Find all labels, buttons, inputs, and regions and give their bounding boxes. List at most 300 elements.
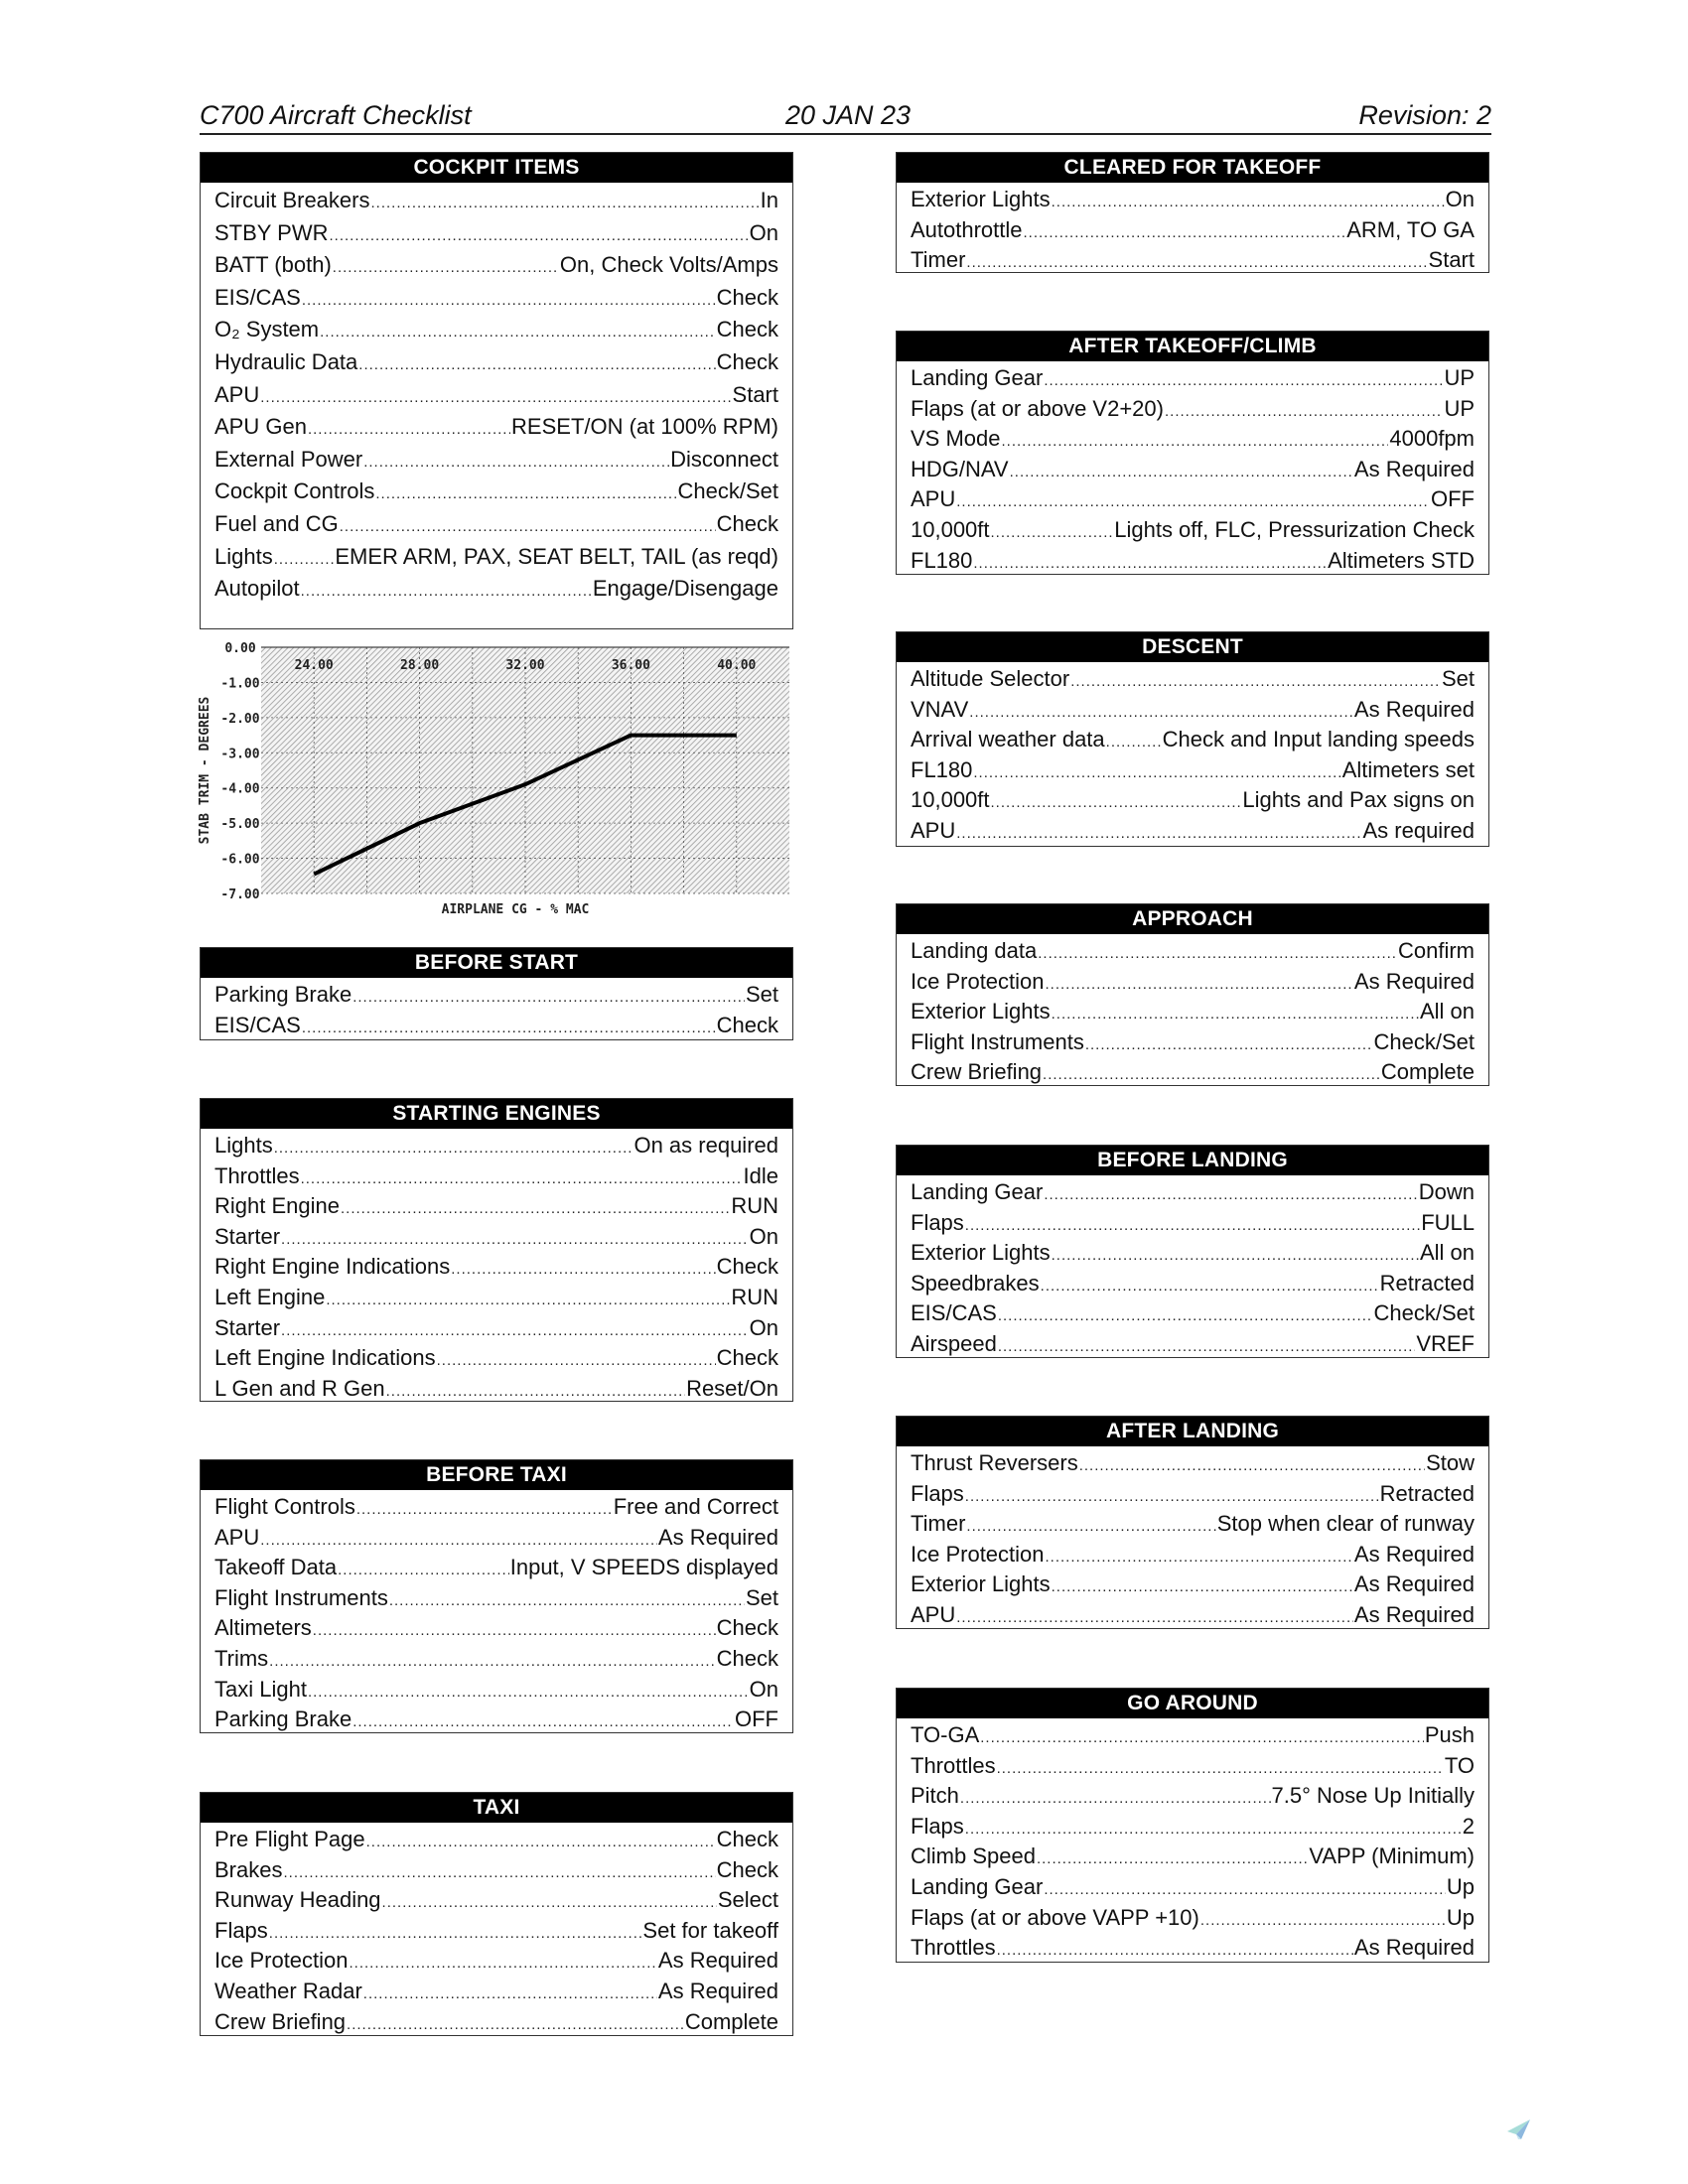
leader-dots: [1044, 1875, 1446, 1903]
checklist-item: [911, 1298, 1475, 1329]
item-value: Reset/On: [686, 1375, 778, 1401]
item-label: Throttles: [911, 1752, 996, 1778]
y-tick-label: -1.00: [220, 676, 260, 692]
checklist-item: [214, 1011, 778, 1041]
item-value: UP: [1444, 365, 1475, 390]
item-value: TO: [1444, 1752, 1475, 1778]
item-value: Set: [745, 982, 778, 1007]
item-value: Idle: [743, 1162, 778, 1188]
checklist-rows: [201, 183, 792, 608]
leader-dots: [375, 478, 676, 508]
x-tick-label: 24.00: [294, 658, 334, 673]
leader-dots: [1200, 1906, 1446, 1934]
item-label: Exterior Lights: [911, 1571, 1051, 1597]
item-label: Ice Protection: [911, 968, 1045, 994]
checklist-item: [911, 785, 1475, 816]
leader-dots: [366, 1828, 716, 1855]
leader-dots: [997, 1754, 1444, 1782]
item-label: Pre Flight Page: [214, 1827, 365, 1851]
section-title: COCKPIT ITEMS: [201, 153, 792, 183]
x-tick-label: 28.00: [400, 658, 440, 673]
item-value: As Required: [1353, 696, 1475, 722]
y-tick-label: -2.00: [220, 711, 260, 727]
leader-dots: [1044, 1180, 1417, 1208]
section-starting-engines: [200, 1098, 793, 1402]
checklist-item: [911, 695, 1475, 726]
item-label: APU: [214, 1524, 260, 1550]
item-label: Arrival weather data: [911, 727, 1105, 752]
item-value: Check: [716, 1645, 778, 1671]
leader-dots: [340, 511, 716, 541]
checklist-item: [214, 1131, 778, 1161]
item-label: L Gen and R Gen: [214, 1375, 385, 1401]
checklist-item: [911, 455, 1475, 485]
checklist-item: [214, 1222, 778, 1253]
item-label: Runway Heading: [214, 1887, 381, 1913]
item-value: All on: [1419, 999, 1475, 1024]
page-header: [200, 97, 1491, 135]
item-value: EMER ARM, PAX, SEAT BELT, TAIL (as reqd): [335, 543, 778, 569]
item-value: As Required: [1353, 1541, 1475, 1567]
checklist-item: [911, 515, 1475, 546]
checklist-item: [214, 1283, 778, 1313]
checklist-item: [911, 1842, 1475, 1872]
y-tick-label: -5.00: [220, 817, 260, 833]
item-label: Brakes: [214, 1856, 283, 1882]
item-label: BATT (both): [214, 252, 332, 278]
checklist-item: [911, 1600, 1475, 1631]
leader-dots: [341, 1194, 730, 1222]
item-value: Push: [1424, 1722, 1475, 1747]
item-value: As required: [1362, 817, 1475, 843]
item-value: OFF: [735, 1706, 778, 1732]
checklist-rows: [201, 1129, 792, 1406]
checklist-item: [214, 411, 778, 444]
leader-dots: [308, 414, 510, 444]
item-value: All on: [1419, 1240, 1475, 1266]
checklist-item: [214, 1675, 778, 1706]
leader-dots: [352, 1707, 734, 1735]
checklist-item: [214, 185, 778, 217]
leader-dots: [347, 2010, 684, 2038]
item-label: Left Engine: [214, 1284, 326, 1309]
leader-dots: [1037, 1844, 1308, 1872]
section-taxi: [200, 1792, 793, 2036]
item-value: Check: [716, 1615, 778, 1641]
checklist-item: [911, 1177, 1475, 1208]
item-label: Ice Protection: [214, 1948, 349, 1974]
checklist-item: [911, 1903, 1475, 1934]
section-cockpit-items: [200, 152, 793, 629]
leader-dots: [1044, 366, 1443, 394]
item-label: Timer: [911, 1511, 966, 1537]
item-label: APU: [911, 1601, 956, 1627]
item-value: On, Check Volts/Amps: [559, 252, 778, 278]
item-value: Check/Set: [1373, 1300, 1475, 1326]
paper-plane-icon: [1507, 2118, 1531, 2140]
item-label: External Power: [214, 446, 363, 472]
checklist-item: [911, 363, 1475, 394]
checklist-item: [911, 1057, 1475, 1088]
leader-dots: [333, 252, 559, 282]
item-value: Check: [716, 1254, 778, 1280]
item-label: Right Engine: [214, 1193, 340, 1219]
checklist-item: [214, 1946, 778, 1977]
item-label: O₂ System: [214, 317, 320, 342]
leader-dots: [330, 220, 749, 250]
checklist-item: [214, 282, 778, 315]
item-value: Check: [716, 1856, 778, 1882]
revision-label: Revision: 2: [1358, 100, 1491, 130]
item-value: 4000fpm: [1389, 426, 1475, 452]
item-label: Cockpit Controls: [214, 478, 375, 504]
item-value: Set for takeoff: [642, 1917, 778, 1943]
leader-dots: [363, 1979, 657, 2007]
item-label: Crew Briefing: [911, 1059, 1043, 1085]
section-title: DESCENT: [897, 632, 1488, 662]
leader-dots: [1010, 458, 1353, 485]
leader-dots: [1070, 667, 1441, 695]
leader-dots: [451, 1255, 715, 1283]
item-label: Lights: [214, 1133, 273, 1158]
leader-dots: [991, 518, 1114, 546]
item-label: EIS/CAS: [911, 1300, 997, 1326]
item-value: Check: [716, 1012, 778, 1037]
checklist-item: [214, 1523, 778, 1554]
section-before-start: [200, 947, 793, 1040]
item-value: Check and Input landing speeds: [1162, 727, 1475, 752]
checklist-item: [911, 1570, 1475, 1600]
section-after-landing: [896, 1416, 1489, 1629]
checklist-rows: [897, 662, 1488, 849]
item-value: Set: [1441, 666, 1475, 691]
x-tick-label: 36.00: [611, 658, 650, 673]
leader-dots: [1079, 1451, 1425, 1479]
item-label: TO-GA: [911, 1722, 980, 1747]
checklist-item: [214, 508, 778, 541]
checklist-item: [214, 1825, 778, 1855]
leader-dots: [1052, 1572, 1353, 1600]
item-value: As Required: [1353, 456, 1475, 481]
leader-dots: [260, 1526, 657, 1554]
item-value: ARM, TO GA: [1346, 216, 1475, 242]
checklist-item: [214, 249, 778, 282]
checklist-item: [214, 1313, 778, 1344]
leader-dots: [308, 1678, 749, 1706]
checklist-rows: [897, 1446, 1488, 1633]
leader-dots: [313, 1616, 716, 1644]
item-value: Disconnect: [670, 446, 778, 472]
item-value: RUN: [731, 1284, 778, 1309]
item-label: Takeoff Data: [214, 1555, 338, 1580]
item-value: As Required: [657, 1524, 778, 1550]
item-value: Check: [716, 1345, 778, 1371]
checklist-item: [911, 1933, 1475, 1964]
item-label: Flaps: [911, 1480, 964, 1506]
item-value: 2: [1462, 1813, 1475, 1839]
document-title: C700 Aircraft Checklist: [200, 100, 472, 130]
leader-dots: [973, 758, 1340, 786]
leader-dots: [966, 1512, 1215, 1540]
item-label: STBY PWR: [214, 219, 329, 245]
leader-dots: [965, 1815, 1462, 1843]
item-value: Complete: [684, 2008, 778, 2034]
item-label: Autopilot: [214, 576, 300, 602]
leader-dots: [301, 576, 592, 606]
checklist-rows: [201, 1823, 792, 2039]
leader-dots: [302, 285, 716, 315]
document-date: 20 JAN 23: [785, 100, 912, 130]
leader-dots: [1002, 427, 1389, 455]
checklist-item: [911, 1781, 1475, 1812]
leader-dots: [274, 544, 335, 574]
leader-dots: [356, 1495, 613, 1523]
item-label: Climb Speed: [911, 1843, 1036, 1869]
checklist-item: [214, 1492, 778, 1523]
leader-dots: [1085, 1030, 1373, 1058]
leader-dots: [956, 487, 1430, 515]
item-value: On: [1445, 187, 1475, 211]
item-value: As Required: [1353, 1571, 1475, 1597]
checklist-item: [214, 379, 778, 412]
item-label: Timer: [911, 247, 966, 273]
item-value: Check: [716, 510, 778, 536]
checklist-item: [214, 346, 778, 379]
item-value: Start: [732, 381, 778, 407]
checklist-item: [214, 1613, 778, 1644]
item-value: VAPP (Minimum): [1309, 1843, 1475, 1869]
leader-dots: [283, 1858, 715, 1886]
item-value: On: [749, 1314, 778, 1340]
checklist-item: [911, 1720, 1475, 1751]
item-value: Up: [1446, 1904, 1475, 1930]
checklist-item: [911, 484, 1475, 515]
section-title: TAXI: [201, 1793, 792, 1823]
item-label: Weather Radar: [214, 1978, 362, 2003]
item-label: Flight Instruments: [911, 1028, 1084, 1054]
item-label: Starter: [214, 1314, 281, 1340]
item-label: Flaps: [911, 1209, 964, 1235]
section-before-landing: [896, 1145, 1489, 1358]
leader-dots: [363, 447, 669, 477]
checklist-item: [214, 314, 778, 346]
y-axis-label: STAB TRIM - DEGREES: [198, 696, 212, 845]
item-value: Check/Set: [677, 478, 778, 504]
item-label: Parking Brake: [214, 982, 352, 1007]
item-value: As Required: [657, 1978, 778, 2003]
item-value: Altimeters STD: [1328, 547, 1475, 573]
item-value: Down: [1418, 1179, 1475, 1204]
item-value: Confirm: [1397, 938, 1475, 963]
item-value: Complete: [1380, 1059, 1475, 1085]
y-tick-label: -3.00: [220, 747, 260, 762]
leader-dots: [991, 788, 1242, 816]
checklist-item: [911, 424, 1475, 455]
leader-dots: [1046, 970, 1353, 998]
item-label: Flaps (at or above VAPP +10): [911, 1904, 1199, 1930]
item-label: Throttles: [911, 1935, 996, 1961]
item-label: FL180: [911, 756, 973, 782]
item-value: In: [760, 188, 778, 212]
checklist-item: [911, 1448, 1475, 1479]
checklist-item: [214, 1705, 778, 1735]
checklist-item: [911, 936, 1475, 967]
item-value: Engage/Disengage: [592, 576, 778, 602]
checklist-item: [911, 967, 1475, 998]
checklist-item: [214, 217, 778, 250]
checklist-rows: [897, 934, 1488, 1090]
leader-dots: [386, 1377, 685, 1405]
item-value: Check/Set: [1373, 1028, 1475, 1054]
leader-dots: [281, 1316, 749, 1344]
checklist-item: [911, 546, 1475, 577]
checklist-item: [214, 476, 778, 508]
y-tick-label: 0.00: [224, 641, 256, 656]
item-label: Right Engine Indications: [214, 1254, 451, 1280]
leader-dots: [1038, 939, 1397, 967]
item-label: Exterior Lights: [911, 999, 1051, 1024]
checklist-item: [214, 1644, 778, 1675]
checklist-item: [214, 541, 778, 574]
item-label: Taxi Light: [214, 1676, 307, 1702]
item-label: APU: [214, 381, 260, 407]
checklist-item: [911, 1238, 1475, 1269]
checklist-item: [911, 664, 1475, 695]
leader-dots: [1052, 1241, 1419, 1269]
item-label: Airspeed: [911, 1330, 997, 1356]
item-value: Input, V SPEEDS displayed: [509, 1555, 778, 1580]
item-value: Lights and Pax signs on: [1242, 787, 1475, 813]
checklist-item: [214, 1161, 778, 1192]
item-label: Autothrottle: [911, 216, 1023, 242]
item-label: Flaps: [214, 1917, 268, 1943]
leader-dots: [338, 1556, 509, 1583]
item-value: On: [749, 1223, 778, 1249]
checklist-rows: [897, 1175, 1488, 1362]
item-value: Check: [716, 317, 778, 342]
leader-dots: [352, 983, 745, 1011]
item-label: Flight Controls: [214, 1494, 355, 1519]
item-label: Landing Gear: [911, 365, 1044, 390]
leader-dots: [326, 1286, 730, 1313]
leader-dots: [1041, 1272, 1379, 1299]
checklist-item: [911, 816, 1475, 847]
section-title: AFTER TAKEOFF/CLIMB: [897, 332, 1488, 361]
item-label: Starter: [214, 1223, 281, 1249]
y-tick-label: -4.00: [220, 781, 260, 797]
item-label: HDG/NAV: [911, 456, 1009, 481]
item-label: Exterior Lights: [911, 187, 1051, 211]
checklist-item: [911, 1751, 1475, 1782]
checklist-item: [911, 1509, 1475, 1540]
checklist-rows: [897, 361, 1488, 578]
checklist-item: [214, 1191, 778, 1222]
item-value: On as required: [633, 1133, 778, 1158]
checklist-rows: [201, 978, 792, 1042]
item-label: Throttles: [214, 1162, 300, 1188]
checklist-item: [214, 444, 778, 477]
item-value: As Required: [657, 1948, 778, 1974]
checklist-item: [214, 1885, 778, 1916]
section-title: APPROACH: [897, 904, 1488, 934]
item-value: Retracted: [1379, 1480, 1475, 1506]
item-label: 10,000ft: [911, 787, 990, 813]
leader-dots: [1046, 1543, 1353, 1570]
checklist-item: [911, 1872, 1475, 1903]
item-label: Hydraulic Data: [214, 348, 358, 374]
leader-dots: [382, 1888, 717, 1916]
checklist-item: [911, 1027, 1475, 1058]
leader-dots: [1024, 218, 1346, 246]
checklist-item: [214, 1252, 778, 1283]
checklist-item: [214, 1583, 778, 1614]
item-label: EIS/CAS: [214, 1012, 301, 1037]
item-label: Thrust Reversers: [911, 1450, 1078, 1475]
item-value: Check: [716, 348, 778, 374]
section-title: GO AROUND: [897, 1689, 1488, 1718]
leader-dots: [274, 1134, 633, 1161]
x-axis-label: AIRPLANE CG - % MAC: [441, 902, 590, 917]
leader-dots: [370, 188, 759, 217]
leader-dots: [1165, 397, 1443, 425]
leader-dots: [998, 1332, 1415, 1360]
item-label: APU: [911, 817, 956, 843]
item-value: As Required: [1353, 1935, 1475, 1961]
item-value: FULL: [1421, 1209, 1475, 1235]
checklist-item: [911, 1812, 1475, 1843]
item-value: Lights off, FLC, Pressurization Check: [1114, 516, 1475, 542]
checklist-item: [911, 1208, 1475, 1239]
item-value: 7.5° Nose Up Initially: [1271, 1783, 1475, 1809]
item-label: Landing Gear: [911, 1179, 1044, 1204]
item-value: Stop when clear of runway: [1216, 1511, 1475, 1537]
y-tick-label: -6.00: [220, 852, 260, 868]
leader-dots: [260, 382, 731, 412]
section-cleared-for-takeoff: [896, 152, 1489, 273]
item-value: RESET/ON (at 100% RPM): [511, 414, 778, 440]
checklist-item: [911, 185, 1475, 215]
item-value: RUN: [731, 1193, 778, 1219]
checklist-item: [911, 755, 1475, 786]
item-value: UP: [1444, 395, 1475, 421]
item-label: Flaps (at or above V2+20): [911, 395, 1164, 421]
item-label: Landing Gear: [911, 1873, 1044, 1899]
leader-dots: [960, 1784, 1271, 1812]
item-label: Lights: [214, 543, 273, 569]
leader-dots: [389, 1586, 745, 1614]
leader-dots: [269, 1647, 715, 1675]
leader-dots: [1052, 1000, 1419, 1027]
section-approach: [896, 903, 1489, 1086]
item-label: Pitch: [911, 1783, 959, 1809]
item-label: FL180: [911, 547, 973, 573]
checklist-item: [214, 1553, 778, 1583]
leader-dots: [358, 349, 715, 379]
item-label: Trims: [214, 1645, 269, 1671]
section-go-around: [896, 1688, 1489, 1963]
x-tick-label: 40.00: [717, 658, 757, 673]
item-label: Speedbrakes: [911, 1270, 1040, 1296]
leader-dots: [980, 1723, 1424, 1751]
leader-dots: [965, 1211, 1420, 1239]
checklist-rows: [201, 1490, 792, 1737]
checklist-item: [911, 215, 1475, 246]
item-value: Start: [1428, 247, 1475, 273]
leader-dots: [997, 1936, 1353, 1964]
checklist-item: [214, 1916, 778, 1947]
item-label: VS Mode: [911, 426, 1001, 452]
item-label: Circuit Breakers: [214, 188, 370, 212]
